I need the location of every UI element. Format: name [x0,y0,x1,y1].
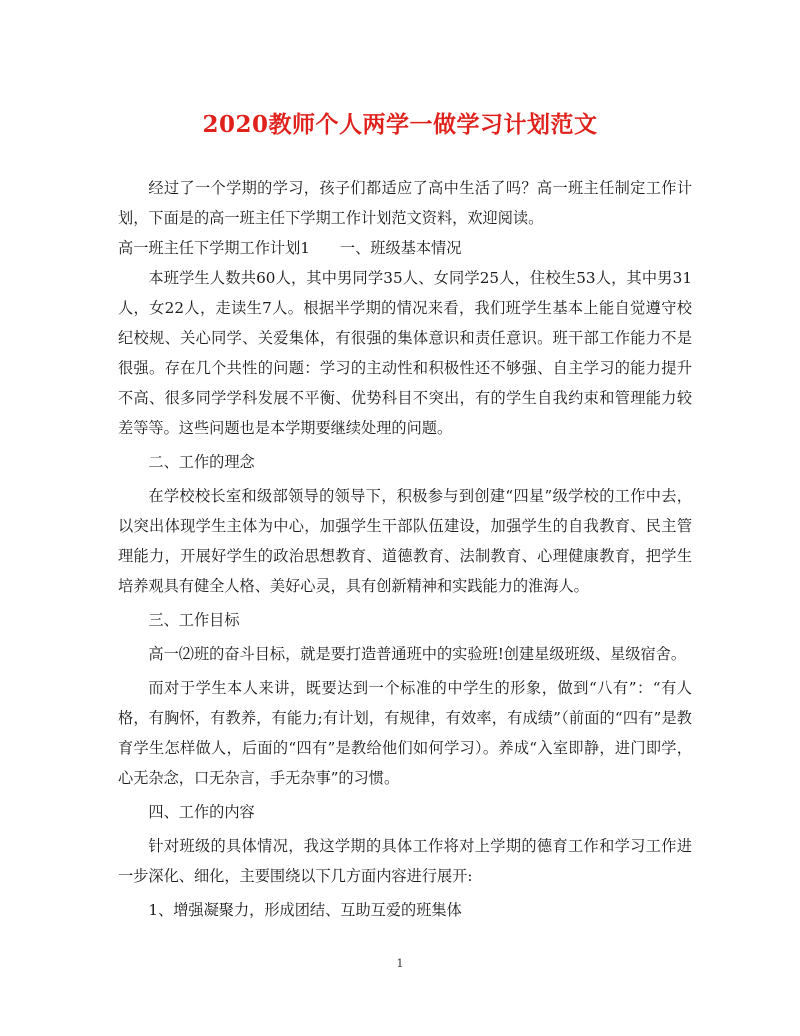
section4-heading: 四、工作的内容 [148,803,255,821]
section3-heading: 三、工作目标 [148,611,240,629]
plan-heading: 高一班主任下学期工作计划1 [118,239,310,257]
page-number: 1 [396,957,404,970]
section1-paragraph: 本班学生人数共60人，其中男同学35人、女同学25人，住校生53人，其中男31人，女22人，走读生7人。根据半学期的情况来看，我们班学生基本上能自觉遵守校纪校规、关心同学、关爱集体，有很强的集体意识和责任意识。班干部工作能力不是很强。存在几个共性的问题：学习的主动性和积极性还不够强、自主学习的能力提升不高、很多同学学科发展不平衡、优势科目不突出，有的学生自我约束和管理能力较差等等。这些问题也是本学期要继续处理的问题。 [118,269,692,437]
document-title: 2020教师个人两学一做学习计划范文 [202,111,598,138]
plan-heading-line [118,233,692,263]
item1-heading: 1、增强凝聚力，形成团结、互助互爱的班集体 [148,901,462,919]
section3-paragraph-student: 而对于学生本人来讲，既要达到一个标准的中学生的形象，做到“八有”：“有人格，有胸怀，有教养，有能力;有计划，有规律，有效率，有成绩”（前面的“四有”是教育学生怎样做人，后面的“四有”是教给他们如何学习）。养成“入室即静，进门即学，心无杂念，口无杂言，手无杂事”的习惯。 [118,679,692,787]
section2-heading: 二、工作的理念 [148,453,255,471]
section3-paragraph-goal: 高一⑵班的奋斗目标，就是要打造普通班中的实验班!创建星级班级、星级宿舍。 [148,645,687,663]
section4-paragraph: 针对班级的具体情况，我这学期的具体工作将对上学期的德育工作和学习工作进一步深化、细化，主要围绕以下几方面内容进行展开: [118,837,692,885]
section2-paragraph: 在学校校长室和级部领导的领导下，积极参与到创建“四星”级学校的工作中去，以突出体现学生主体为中心，加强学生干部队伍建设，加强学生的自我教育、民主管理能力，开展好学生的政治思想教育、道德教育、法制教育、心理健康教育，把学生培养观具有健全人格、美好心灵，具有创新精神和实践能力的淮海人。 [118,487,692,595]
intro-paragraph: 经过了一个学期的学习，孩子们都适应了高中生活了吗？高一班主任制定工作计划，下面是的高一班主任下学期工作计划范文资料，欢迎阅读。 [118,179,692,227]
section1-heading: 一、班级基本情况 [339,239,462,257]
document-body [118,173,692,925]
